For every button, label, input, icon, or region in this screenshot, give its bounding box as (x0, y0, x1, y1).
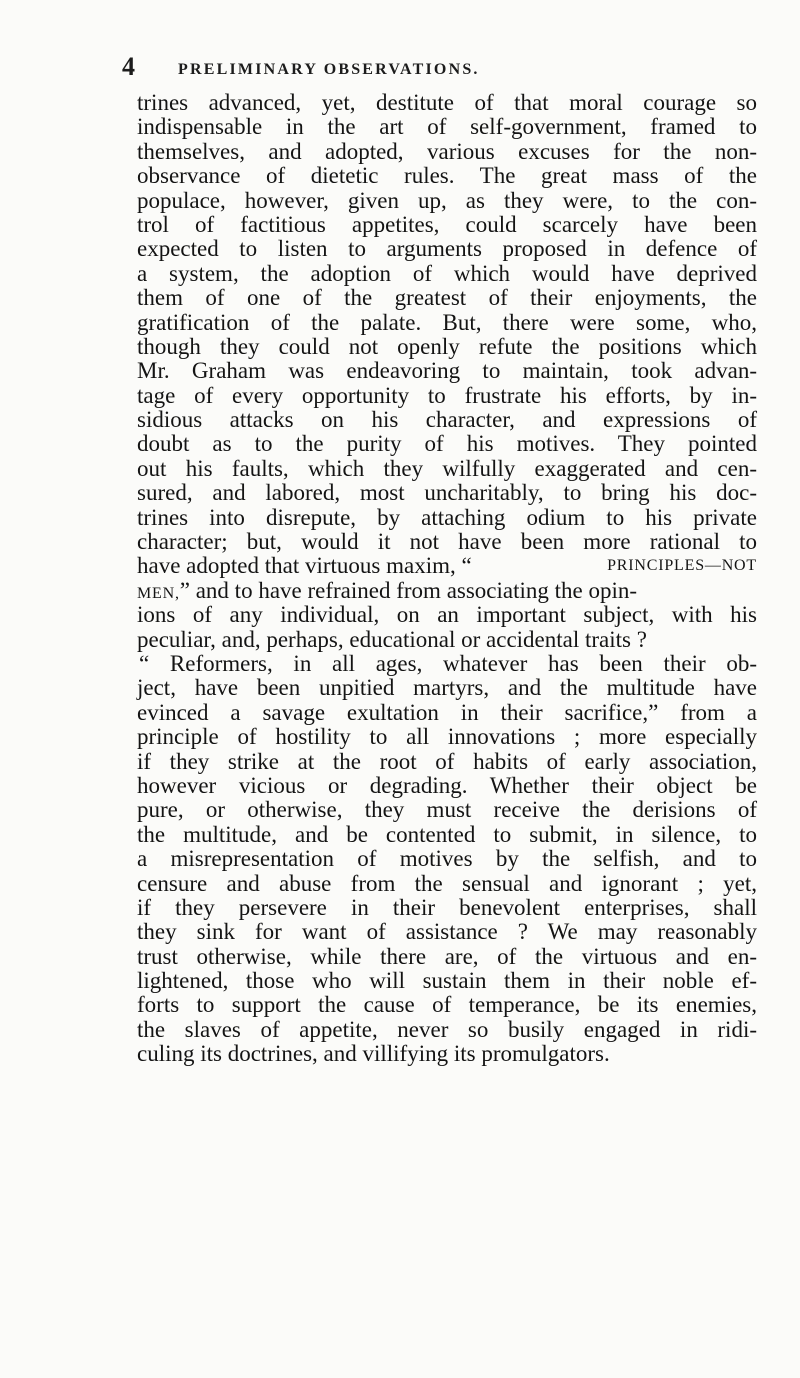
text-line: trol of factitious appetites, could scarcely have been (137, 211, 757, 237)
text-line: however vicious or degrading. Whether their object be (137, 772, 757, 798)
text-line: the multitude, and be contented to submit, in silence, to (137, 821, 757, 847)
body-text (137, 91, 757, 1067)
text-line: ions of any individual, on an important subject, with his (137, 602, 757, 628)
text-fragment: have adopted that virtuous maxim, “ (137, 553, 472, 579)
text-line: censure and abuse from the sensual and ignorant ; yet, (137, 870, 757, 896)
text-line (137, 579, 757, 603)
text-line: they sink for want of assistance ? We may reasonably (137, 919, 757, 945)
page-header (122, 52, 756, 86)
text-line: principle of hostility to all innovations ; more especially (137, 724, 757, 750)
text-fragment: ” and to have refrained from associating the opin- (179, 577, 638, 603)
text-line: out his faults, which they wilfully exaggerated and cen- (137, 455, 757, 481)
text-line: character; but, would it not have been more rational to (137, 529, 757, 555)
text-line: if they persevere in their benevolent enterprises, shall (137, 894, 757, 920)
text-line: themselves, and adopted, various excuses for the non- (137, 138, 757, 164)
text-line: evinced a savage exultation in their sacrifice,” from a (137, 699, 757, 725)
text-line: peculiar, and, perhaps, educational or accidental traits ? (137, 626, 647, 652)
text-line: ject, have been unpitied martyrs, and the multitude have (137, 675, 757, 701)
text-line: a system, the adoption of which would have deprived (137, 260, 757, 286)
text-line: the slaves of appetite, never so busily engaged in ridi- (137, 1016, 757, 1042)
text-line: indispensable in the art of self-government, framed to (137, 114, 757, 140)
text-line: though they could not openly refute the positions which (137, 333, 757, 359)
text-line: “ Reformers, in all ages, whatever has been their ob- (139, 650, 757, 676)
page-number: 4 (122, 52, 135, 81)
text-line: sidious attacks on his character, and expressions of (137, 407, 757, 433)
text-line: forts to support the cause of temperance, be its enemies, (137, 992, 757, 1018)
text-line: observance of dietetic rules. The great mass of the (137, 163, 757, 189)
running-head: PRELIMINARY OBSERVATIONS. (178, 61, 480, 78)
text-line: trines advanced, yet, destitute of that moral courage so (137, 90, 757, 115)
text-line: lightened, those who will sustain them in their noble ef- (137, 968, 757, 994)
text-line (137, 554, 757, 578)
text-line: culing its doctrines, and villifying its promulgators. (137, 1041, 610, 1067)
text-line: if they strike at the root of habits of early association, (137, 748, 757, 774)
small-caps-text: PRINCIPLES—NOT (607, 557, 757, 575)
text-line: trines into disrepute, by attaching odium to his private (137, 504, 757, 530)
text-line: Mr. Graham was endeavoring to maintain, took advan- (137, 358, 757, 384)
text-line: gratification of the palate. But, there were some, who, (137, 309, 757, 335)
text-line: a misrepresentation of motives by the selfish, and to (137, 846, 757, 872)
text-line: tage of every opportunity to frustrate his efforts, by in- (137, 382, 757, 408)
text-line: expected to listen to arguments proposed in defence of (137, 236, 757, 262)
text-line: doubt as to the purity of his motives. They pointed (137, 431, 757, 457)
text-line: trust otherwise, while there are, of the virtuous and en- (137, 943, 757, 969)
text-line: populace, however, given up, as they were, to the con- (137, 187, 757, 213)
text-line: them of one of the greatest of their enjoyments, the (137, 285, 757, 311)
text-line: sured, and labored, most uncharitably, to bring his doc- (137, 480, 757, 506)
text-line: pure, or otherwise, they must receive the derisions of (137, 797, 757, 823)
small-caps-text: MEN, (137, 584, 180, 602)
